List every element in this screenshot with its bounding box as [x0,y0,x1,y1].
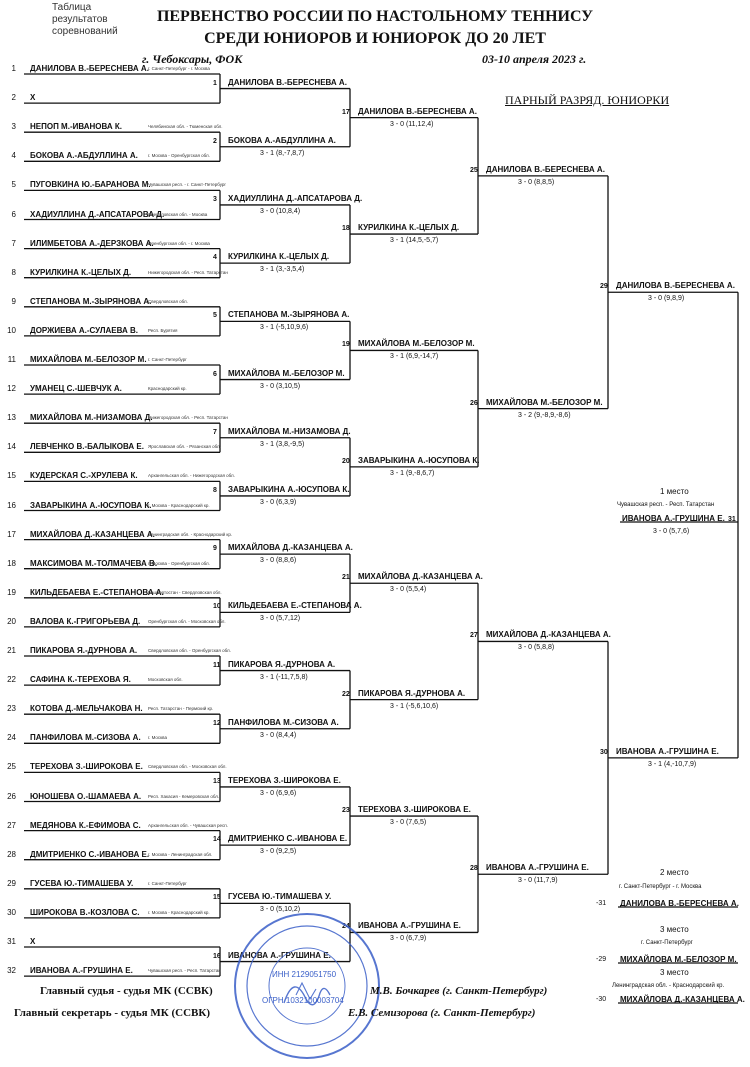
player-seed: 23 [7,704,16,714]
player-region: Башкортостан - Свердловская обл. [148,589,222,595]
third-place-region: г. Санкт-Петербург [641,940,693,946]
match-winner: КИЛЬДЕБАЕВА Е.-СТЕПАНОВА А. [228,601,362,611]
match-winner: МИХАЙЛОВА М.-НИЗАМОВА Д. [228,426,351,436]
player-seed: 21 [7,646,16,655]
player-seed: 10 [7,325,16,335]
player-region: Архангельская обл. - Чувашская респ. [148,822,228,828]
player-name: БОКОВА А.-АБДУЛЛИНА А. [30,151,138,161]
page-title: ПЕРВЕНСТВО РОССИИ ПО НАСТОЛЬНОМУ ТЕННИСУ [156,8,594,25]
match-score: 3 - 0 (5,7,12) [260,615,301,623]
match-winner: СТЕПАНОВА М.-ЗЫРЯНОВА А. [228,310,350,320]
match-number: 7 [213,428,217,436]
match-score: 3 - 0 (6,9,6) [260,789,297,797]
match-number: 3 [213,195,217,203]
player-seed: 13 [7,413,16,423]
third-place-name-b: МИХАЙЛОВА Д.-КАЗАНЦЕВА А. [620,995,745,1004]
third-place-loss-b: -30 [596,996,607,1003]
match-number: 5 [213,312,217,320]
player-name: ВАЛОВА К.-ГРИГОРЬЕВА Д. [30,616,141,626]
match-winner: ТЕРЕХОВА З.-ШИРОКОВА Е. [228,775,341,785]
player-seed: 29 [7,878,16,888]
match-winner: ЗАВАРЫКИНА А.-ЮСУПОВА К. [228,484,350,494]
third-place-region-b: Ленинградская обл. - Краснодарский кр. [612,983,725,989]
match-number: 1 [213,79,217,87]
match-score: 3 - 0 (5,10,2) [260,906,301,914]
player-name: СТЕПАНОВА М.-ЗЫРЯНОВА А. [30,296,152,306]
match-number: 29 [600,283,608,291]
match-number: 19 [342,341,350,349]
match-score: 3 - 0 (5,8,8) [518,644,555,652]
player-region: г. Москва - Краснодарский кр. [148,909,210,915]
player-region: Нижегородская обл. - Респ. Татарстан [148,415,228,421]
match-score: 3 - 1 (4,-10,7,9) [648,760,697,768]
chief-secretary-name: Е.В. Семизорова (г. Санкт-Петербург) [348,1007,536,1019]
dates: 03-10 апреля 2023 г. [482,52,587,66]
match-winner: ЗАВАРЫКИНА А.-ЮСУПОВА К. [358,455,480,465]
match-number: 2 [213,137,217,145]
player-name: Х [30,937,36,946]
player-region: г. Москва - Ленинградская обл. [148,851,213,857]
player-seed: 11 [7,355,16,364]
player-seed: 15 [7,471,16,481]
match-score: 3 - 1 (9,-8,6,7) [390,469,435,477]
match-score: 3 - 1 (-11,7,5,8) [260,673,308,681]
match-score: 3 - 0 (11,12,4) [390,120,434,128]
match-number: 31 [728,516,736,524]
player-region: г. Санкт-Петербург [148,880,187,886]
player-seed: 7 [11,238,16,248]
player-name: МАКСИМОВА М.-ТОЛМАЧЕВА В. [30,558,158,568]
player-seed: 3 [11,122,16,132]
match-number: 20 [342,457,350,465]
match-score: 3 - 0 (9,8,9) [648,295,685,303]
player-seed: 1 [11,64,16,73]
match-winner: МИХАЙЛОВА М.-БЕЛОЗОР М. [358,339,475,349]
match-number: 9 [213,545,217,553]
match-number: 6 [213,370,217,378]
venue: г. Чебоксары, ФОК [142,52,243,66]
player-seed: 5 [11,180,16,190]
player-region: г. Москва - Оренбургская обл. [148,560,210,566]
match-winner: ИВАНОВА А.-ГРУШИНА Е. [228,950,331,960]
stamp-ogrn: ОГРН 1032100003704 [262,996,344,1005]
match-winner: МИХАЙЛОВА М.-БЕЛОЗОР М. [486,397,603,407]
player-name: ШИРОКОВА В.-КОЗЛОВА С. [30,907,140,917]
player-region: Чувашская респ. - г. Санкт-Петербург [148,182,227,188]
match-winner: КУРИЛКИНА К.-ЦЕЛЫХ Д. [358,223,460,233]
first-place-region: Чувашская респ. - Респ. Татарстан [617,502,715,508]
player-name: КУРИЛКИНА К.-ЦЕЛЫХ Д. [30,267,132,277]
match-score: 3 - 0 (3,10,5) [260,382,301,390]
player-region: Чувашская респ. - Респ. Татарстан [148,968,221,974]
match-number: 15 [213,894,221,902]
player-seed: 18 [7,558,16,568]
match-number: 11 [213,661,221,669]
match-winner: ТЕРЕХОВА З.-ШИРОКОВА Е. [358,805,471,815]
page-subtitle: СРЕДИ ЮНИОРОВ И ЮНИОРОК ДО 20 ЛЕТ [204,30,546,47]
player-seed: 14 [7,442,16,452]
match-winner: КУРИЛКИНА К.-ЦЕЛЫХ Д. [228,252,330,262]
match-score: 3 - 0 (8,8,5) [518,178,555,186]
match-winner: ХАДИУЛЛИНА Д.-АПСАТАРОВА Д. [228,193,363,203]
player-seed: 12 [7,384,16,394]
match-winner: ДАНИЛОВА В.-БЕРЕСНЕВА А. [228,77,347,87]
player-name: КОТОВА Д.-МЕЛЬЧАКОВА Н. [30,704,143,714]
chief-judge-name: М.В. Бочкарев (г. Санкт-Петербург) [370,985,548,997]
match-score: 3 - 0 (6,7,9) [390,935,427,943]
match-winner: МИХАЙЛОВА Д.-КАЗАНЦЕВА А. [358,572,483,582]
player-name: МЕДЯНОВА К.-ЕФИМОВА С. [30,820,141,830]
match-score: 3 - 1 (3,-3,5,4) [260,266,305,274]
third-place-loss: -29 [596,956,607,963]
match-score: 3 - 2 (9,-8,9,-8,6) [518,411,571,419]
player-region: Респ. Бурятия [148,327,178,333]
match-winner: ПИКАРОВА Я.-ДУРНОВА А. [358,688,466,698]
match-number: 26 [470,399,478,407]
player-name: Х [30,93,36,103]
match-score: 3 - 1 (-5,10,9,6) [260,324,309,332]
player-region: Свердловская обл. [148,298,188,304]
player-seed: 6 [11,209,16,219]
match-number: 10 [213,603,221,611]
match-score: 3 - 1 (6,9,-14,7) [390,353,439,361]
player-name: ПУГОВКИНА Ю.-БАРАНОВА М. [30,180,151,190]
player-seed: 25 [7,762,16,772]
player-region: г. Москва - Краснодарский кр. [148,502,210,508]
first-place-name: ИВАНОВА А.-ГРУШИНА Е. [622,514,725,523]
match-number: 13 [213,777,221,785]
chief-secretary-label: Главный секретарь - судья МК (ССВК) [14,1007,211,1019]
player-seed: 19 [7,587,16,597]
category-title: ПАРНЫЙ РАЗРЯД. ЮНИОРКИ [505,93,670,107]
player-name: ДМИТРИЕНКО С.-ИВАНОВА Е. [30,849,150,859]
player-name: ЮНОШЕВА О.-ШАМАЕВА А. [30,791,142,801]
player-region: г. Москва - Оренбургская обл. [148,153,210,159]
second-place-region: г. Санкт-Петербург - г. Москва [619,884,702,890]
player-seed: 8 [11,267,16,277]
match-score: 3 - 0 (11,7,9) [518,877,558,885]
player-seed: 27 [7,820,16,830]
player-name: МИХАЙЛОВА М.-БЕЛОЗОР М. [30,355,147,364]
player-region: Челябинская обл. - Тюменская обл. [148,124,223,130]
player-region: Ленинградская обл. - Краснодарский кр. [148,531,233,537]
match-number: 18 [342,225,350,233]
player-seed: 4 [11,151,16,161]
match-winner: БОКОВА А.-АБДУЛЛИНА А. [228,135,336,145]
match-score: 3 - 0 (10,8,4) [260,207,301,215]
player-seed: 2 [11,93,16,103]
third-place-title: 3 место [660,925,689,934]
match-number: 28 [470,865,478,873]
player-seed: 16 [7,500,16,510]
match-winner: МИХАЙЛОВА Д.-КАЗАНЦЕВА А. [486,630,611,640]
match-score: 3 - 0 (6,3,9) [260,498,297,506]
first-place-title: 1 место [660,487,689,496]
match-score: 3 - 0 (5,5,4) [390,586,427,594]
match-number: 22 [342,690,350,698]
match-winner: ДАНИЛОВА В.-БЕРЕСНЕВА А. [486,164,605,174]
player-seed: 20 [7,616,16,626]
player-name: ЗАВАРЫКИНА А.-ЮСУПОВА К. [30,500,152,510]
match-winner: МИХАЙЛОВА Д.-КАЗАНЦЕВА А. [228,543,353,553]
player-seed: 24 [7,733,16,743]
player-seed: 9 [11,296,16,306]
player-region: Свердловская обл. - Москва [148,211,208,217]
player-name: КУДЕРСКАЯ С.-ХРУЛЕВА К. [30,471,138,481]
player-name: ДОРЖИЕВА А.-СУЛАЕВА В. [30,325,138,335]
player-name: ТЕРЕХОВА З.-ШИРОКОВА Е. [30,762,143,772]
player-name: ДАНИЛОВА В.-БЕРЕСНЕВА А. [30,64,149,73]
match-number: 8 [213,486,217,494]
player-name: УМАНЕЦ С.-ШЕВЧУК А. [30,384,122,394]
match-winner: ДАНИЛОВА В.-БЕРЕСНЕВА А. [616,281,735,291]
second-place-name: ДАНИЛОВА В.-БЕРЕСНЕВА А. [620,899,739,908]
player-region: г. Санкт-Петербург [148,357,187,362]
match-number: 4 [213,254,217,262]
player-seed: 26 [7,791,16,801]
player-seed: 32 [7,966,16,976]
table-label-line: соревнований [52,26,118,37]
player-region: Респ. Татарстан - Пермский кр. [148,706,214,712]
match-score: 3 - 0 (9,2,5) [260,848,297,856]
match-winner: ГУСЕВА Ю.-ТИМАШЕВА У. [228,892,332,902]
player-region: Московская обл. [148,677,183,683]
player-name: МИХАЙЛОВА М.-НИЗАМОВА Д. [30,413,153,423]
match-winner: ИВАНОВА А.-ГРУШИНА Е. [358,921,461,931]
player-name: ГУСЕВА Ю.-ТИМАШЕВА У. [30,878,134,888]
match-score: 3 - 0 (8,8,6) [260,557,297,565]
player-seed: 22 [7,675,16,685]
second-place-loss: -31 [596,900,607,907]
match-winner: ИВАНОВА А.-ГРУШИНА Е. [616,746,719,756]
player-name: ИЛИМБЕТОВА А.-ДЕРЗКОВА А. [30,238,154,248]
match-number: 25 [470,166,478,174]
player-name: ХАДИУЛЛИНА Д.-АПСАТАРОВА Д. [30,209,165,219]
player-name: ПИКАРОВА Я.-ДУРНОВА А. [30,646,138,655]
match-score: 3 - 1 (8,-7,8,7) [260,149,305,157]
player-region: г. Санкт-Петербург - г. Москва [148,66,210,71]
player-name: НЕПОП М.-ИВАНОВА К. [30,122,122,132]
match-number: 16 [213,952,221,960]
match-score: 3 - 1 (-5,6,10,6) [390,702,439,710]
player-region: г. Москва [148,735,167,741]
chief-judge-label: Главный судья - судья МК (ССВК) [40,985,213,997]
player-name: КИЛЬДЕБАЕВА Е.-СТЕПАНОВА А. [30,587,164,597]
player-name: ИВАНОВА А.-ГРУШИНА Е. [30,966,133,976]
final-score: 3 - 0 (5,7,6) [653,528,690,535]
player-name: ПАНФИЛОВА М.-СИЗОВА А. [30,733,141,743]
match-winner: ДАНИЛОВА В.-БЕРЕСНЕВА А. [358,106,477,116]
player-seed: 28 [7,849,16,859]
second-place-title: 2 место [660,868,689,877]
match-number: 12 [213,719,221,727]
player-seed: 30 [7,907,16,917]
player-region: Свердловская обл. - Оренбургская обл. [148,648,231,653]
player-region: Нижегородская обл. - Респ. Татарстан [148,269,228,275]
player-region: Ярославская обл. - Рязанская обл. [148,444,221,450]
match-winner: ПИКАРОВА Я.-ДУРНОВА А. [228,659,336,669]
player-seed: 31 [7,937,16,946]
match-number: 17 [342,108,350,116]
match-score: 3 - 0 (7,6,5) [390,819,427,827]
match-number: 27 [470,632,478,640]
match-winner: ПАНФИЛОВА М.-СИЗОВА А. [228,717,339,727]
match-score: 3 - 1 (14,5,-5,7) [390,237,439,245]
third-place-title-b: 3 место [660,968,689,977]
third-place-name: МИХАЙЛОВА М.-БЕЛОЗОР М. [620,955,737,964]
match-winner: ИВАНОВА А.-ГРУШИНА Е. [486,863,589,873]
match-number: 23 [342,807,350,815]
match-number: 14 [213,836,221,844]
player-name: САФИНА К.-ТЕРЕХОВА Я. [30,675,131,685]
table-label-line: Таблица [52,2,92,13]
match-number: 21 [342,574,350,582]
player-region: Респ. Хакасия - Кемеровская обл. [148,793,220,799]
stamp-inn: ИНН 2129051750 [272,970,337,979]
match-score: 3 - 1 (3,8,-9,5) [260,440,305,448]
match-winner: ДМИТРИЕНКО С.-ИВАНОВА Е. [228,834,348,844]
match-number: 24 [342,923,350,931]
player-name: ЛЕВЧЕНКО В.-БАЛЫКОВА Е. [30,442,144,452]
match-winner: МИХАЙЛОВА М.-БЕЛОЗОР М. [228,368,345,378]
player-region: Архангельская обл. - Нижегородская обл. [148,473,235,479]
player-region: Краснодарский кр. [148,386,187,392]
player-seed: 17 [7,529,16,539]
table-label-line: результатов [52,14,108,25]
player-name: МИХАЙЛОВА Д.-КАЗАНЦЕВА А. [30,529,155,539]
player-region: Свердловская обл. - Московская обл. [148,764,227,770]
player-region: Оренбургская обл. - г. Москва [148,240,210,246]
player-region: Оренбургская обл. - Московская обл. [148,618,226,624]
match-score: 3 - 0 (8,4,4) [260,731,297,739]
match-number: 30 [600,748,608,756]
